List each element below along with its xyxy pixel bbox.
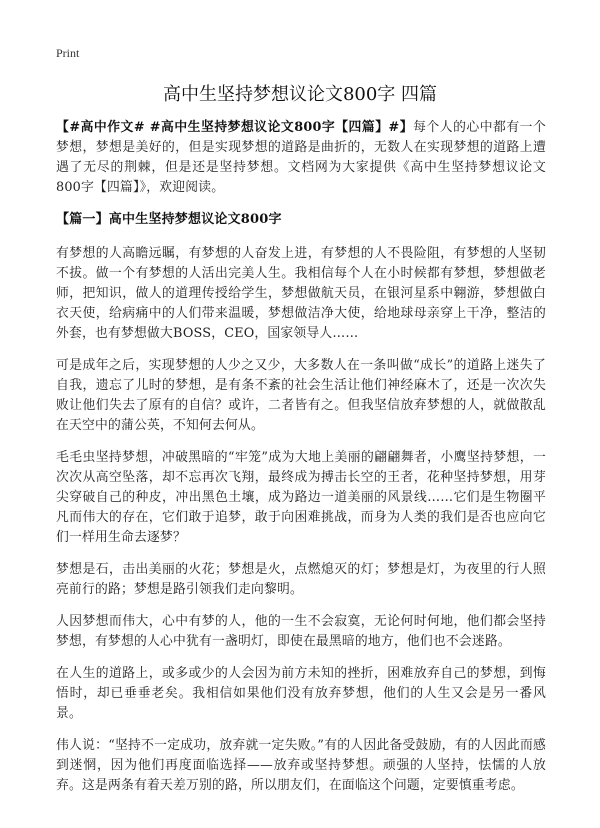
paragraph: 人因梦想而伟大，心中有梦的人，他的一生不会寂寞，无论何时何地，他们都会坚持梦想，有梦想的人心中犹有一盏明灯，即使在最黑暗的地方，他们也不会迷路。 xyxy=(56,614,546,649)
paragraph: 毛毛虫坚持梦想，冲破黑暗的“牢笼”成为大地上美丽的翩翩舞者，小鹰坚持梦想，一次次从高空坠落，却不忘再次飞翔，最终成为搏击长空的王者，花种坚持梦想，用芽尖穿破自己的种皮，冲出黑色土壤，成为路边一道美丽的风景线……它们是生物圈平凡而伟大的存在，它们敢于追梦，敢于向困难挑战，而身为人类的我们是否也应向它们一样用生命去逐梦？ xyxy=(56,450,546,545)
paragraph: 伟人说：“坚持不一定成功，放弃就一定失败。”有的人因此备受鼓励，有的人因此而感到迷惘，因为他们再度面临选择——放弃或坚持梦想。顽强的人坚持，怯懦的人放弃。这是两条有着天差万别的路，所以朋友们，在面临这个问题，定要慎重考虑。 xyxy=(56,738,546,793)
intro-text: 每个人的心中都有一个梦想，梦想是美好的，但是实现梦想的道路是曲折的，无数人在实现梦想的道路上遭遇了无尽的荆棘，但是还是坚持梦想。文档网为大家提供《高中生坚持梦想议论文800字【四篇】》，欢迎阅读。 xyxy=(56,120,547,195)
article-body xyxy=(56,118,546,808)
print-link[interactable]: Print xyxy=(56,46,80,60)
intro-paragraph xyxy=(56,118,546,198)
section-heading: 【篇一】高中生坚持梦想议论文800字 xyxy=(56,212,282,227)
paragraph: 梦想是石，击出美丽的火花；梦想是火，点燃熄灭的灯；梦想是灯，为夜里的行人照亮前行的路；梦想是路引领我们走向黎明。 xyxy=(56,562,546,597)
paragraph: 有梦想的人高瞻远瞩，有梦想的人奋发上进，有梦想的人不畏险阻，有梦想的人坚韧不拔。做一个有梦想的人活出完美人生。我相信每个人在小时候都有梦想，梦想做老师，把知识，做人的道理传授给学生，梦想做航天员，在银河星系中翱游，梦想做白衣天使，给病痛中的人们带来温暖，梦想做洁净大使，给地球母亲穿上干净，整洁的外套，也有梦想做大BOSS，CEO，国家领导人…… xyxy=(56,246,546,341)
page-title: 高中生坚持梦想议论文800字 四篇 xyxy=(162,84,438,105)
intro-tag: 【#高中作文# #高中生坚持梦想议论文800字【四篇】#】 xyxy=(56,120,414,135)
paragraph: 可是成年之后，实现梦想的人少之又少，大多数人在一条叫做“成长”的道路上迷失了自我，遗忘了儿时的梦想，是有条不紊的社会生活让他们神经麻木了，还是一次次失败让他们失去了原有的自信？或许，二者皆有之。但我坚信放弃梦想的人，就做散乱在天空中的蒲公英，不知何去何从。 xyxy=(56,358,546,433)
paragraph: 在人生的道路上，或多或少的人会因为前方未知的挫折，困难放弃自己的梦想，到悔悟时，却已垂垂老矣。我相信如果他们没有放弃梦想，他们的人生又会是另一番风景。 xyxy=(56,666,546,721)
